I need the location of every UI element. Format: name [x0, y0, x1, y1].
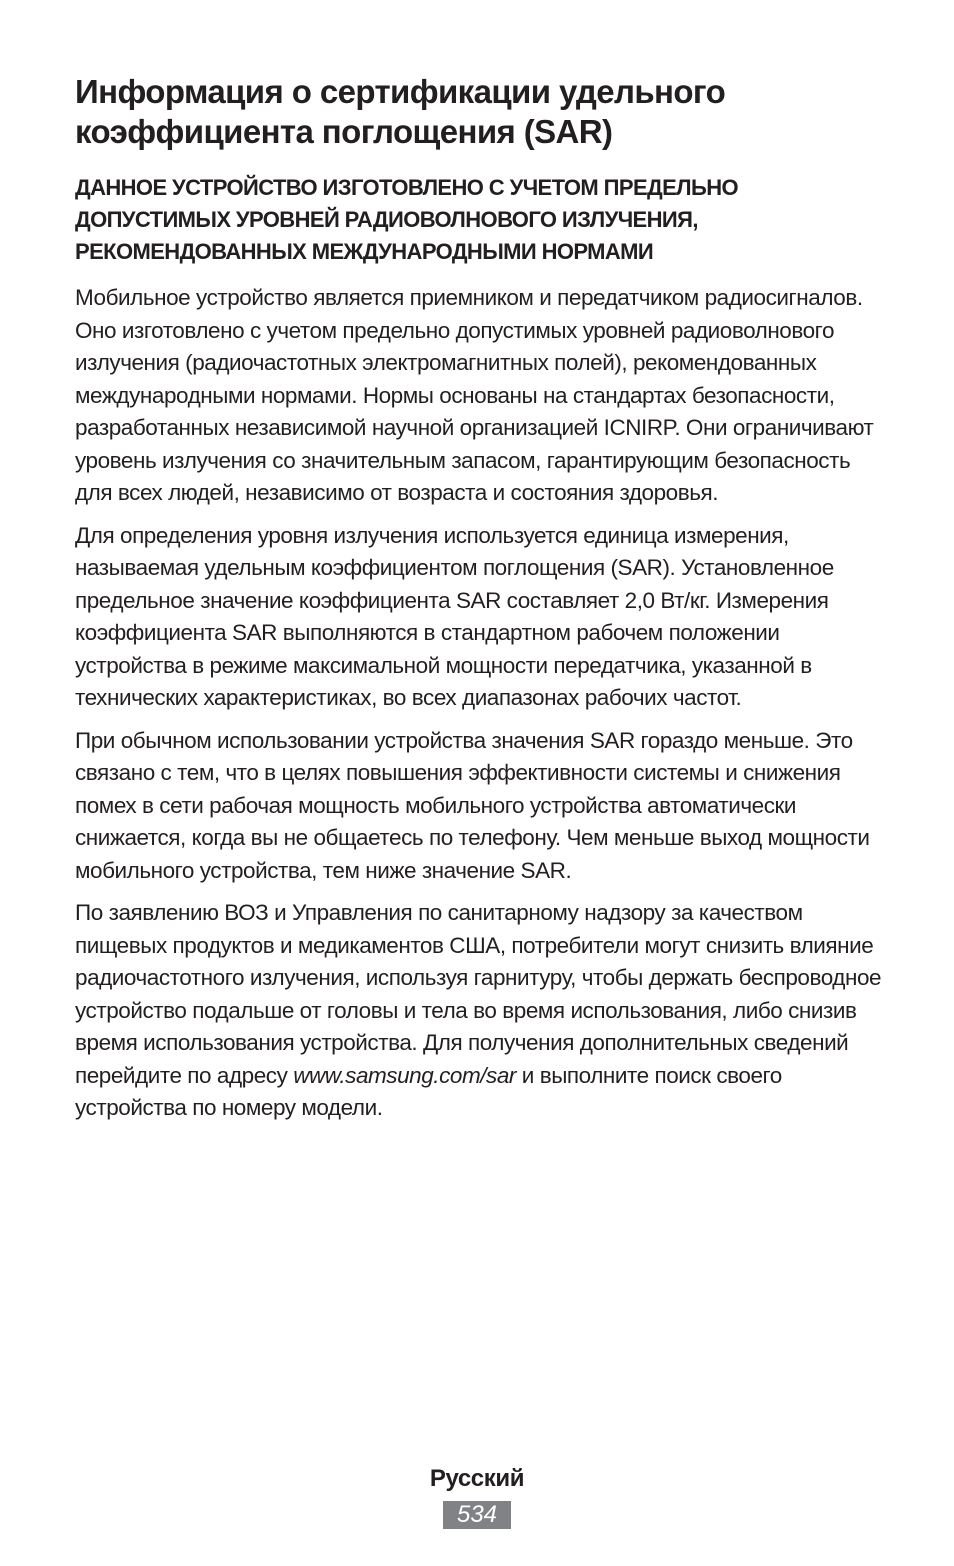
document-page [75, 72, 887, 1125]
language-label: Русский [429, 1465, 525, 1492]
paragraph-1: Мобильное устройство является приемником и передатчиком радиосигналов. Оно изготовлено с учетом предельно допустимых уровней радиоволнового излучения (радиочастотных электромагнитных полей), рекомендованных международными нормами. Нормы основаны на стандартах безопасности, разработанных независимой научной организацией ICNIRP. Они ограничивают уровень излучения со значительным запасом, гарантирующим безопасность для всех людей, независимо от возраста и состояния здоровья. [75, 285, 874, 505]
paragraph-3: При обычном использовании устройства значения SAR гораздо меньше. Это связано с тем, что в целях повышения эффективности системы и снижения помех в сети рабочая мощность мобильного устройства автоматически снижается, когда вы не общаетесь по телефону. Чем меньше выход мощности мобильного устройства, тем ниже значение SAR. [75, 727, 870, 883]
paragraph-4-text-start: По заявлению ВОЗ и Управления по санитарному надзору за качеством пищевых продуктов и медикаментов США, потребители могут снизить влияние радиочастотного излучения, используя гарнитуру, чтобы держать беспроводное устройство подальше от головы и тела во время использования, либо снизив время использования устройства. Для получения дополнительных сведений перейдите по адресу [75, 900, 882, 1088]
page-number: 534 [443, 1501, 511, 1529]
paragraph-2: Для определения уровня излучения используется единица измерения, называемая удельным коэффициентом поглощения (SAR). Установленное предельное значение коэффициента SAR составляет 2,0 Вт/кг. Измерения коэффициента SAR выполняются в стандартном рабочем положении устройства в режиме максимальной мощности передатчика, указанной в технических характеристиках, во всех диапазонах рабочих частот. [75, 522, 834, 710]
page-footer [0, 1463, 954, 1529]
samsung-sar-link[interactable]: www.samsung.com/sar [293, 1062, 516, 1088]
section-heading: ДАННОЕ УСТРОЙСТВО ИЗГОТОВЛЕНО С УЧЕТОМ ПРЕДЕЛЬНО ДОПУСТИМЫХ УРОВНЕЙ РАДИОВОЛНОВОГО ИЗЛУЧЕНИЯ, РЕКОМЕНДОВАННЫХ МЕЖДУНАРОДНЫМИ НОРМАМИ [75, 175, 739, 264]
page-title: Информация о сертификации удельного коэффициента поглощения (SAR) [75, 73, 726, 150]
paragraph-4-text-end: и выполните поиск своего устройства по номеру модели. [75, 1062, 782, 1120]
paragraph-4 [75, 897, 887, 1125]
